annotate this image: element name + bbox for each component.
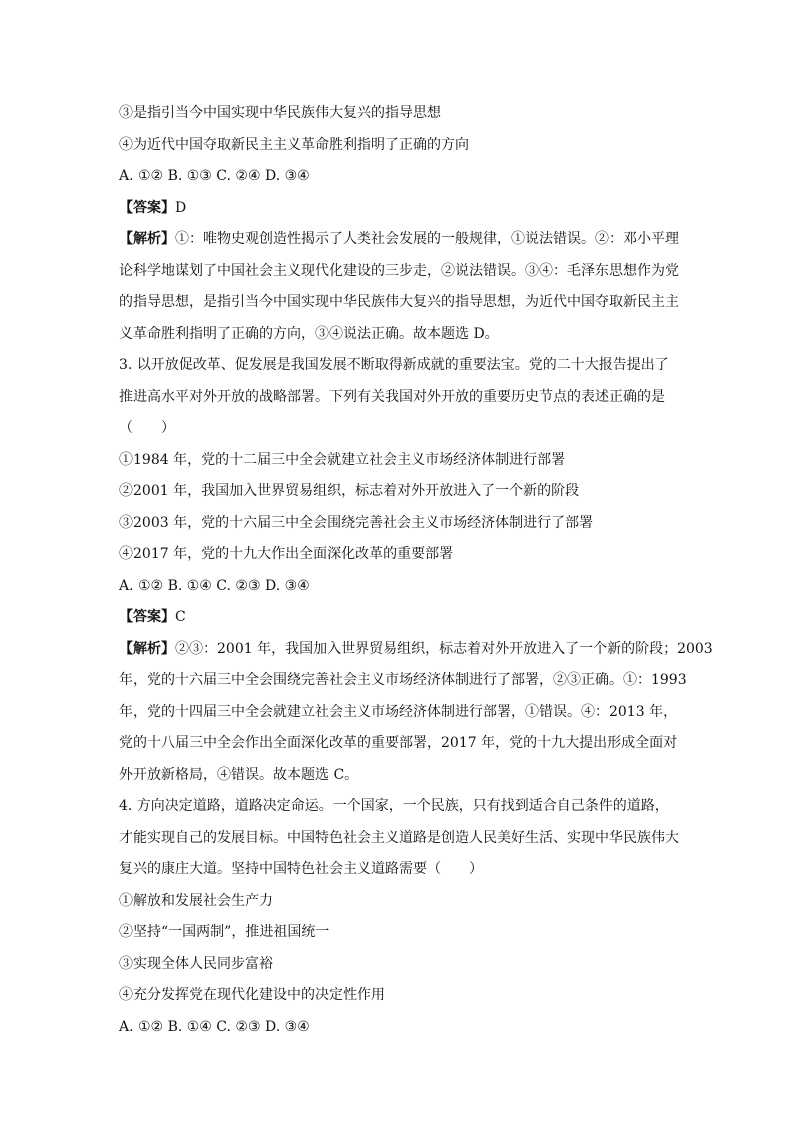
q2-analysis-line-2: 论科学地谋划了中国社会主义现代化建设的三步走，②说法错误。③④：毛泽东思想作为党	[119, 262, 679, 279]
q4-option-4: ④充分发挥党在现代化建设中的决定性作用	[119, 987, 385, 1003]
answer-value: C	[175, 609, 186, 625]
q3-analysis-line-2: 年，党的十六届三中全会围绕完善社会主义市场经济体制进行了部署，②③正确。①：1993	[119, 672, 687, 688]
q2-analysis-line-3: 的指导思想，是指引当今中国实现中华民族伟大复兴的指导思想，为近代中国夺取新民主主	[119, 294, 679, 310]
q2-choices: A. ①② B. ①③ C. ②④ D. ③④	[119, 168, 310, 184]
q4-stem-line-1: 4. 方向决定道路，道路决定命运。一个国家，一个民族，只有找到适合自己条件的道路，	[119, 798, 669, 814]
q4-option-3: ③实现全体人民同步富裕	[119, 955, 273, 972]
q2-analysis-line-1: 【解析】①：唯物史观创造性揭示了人类社会发展的一般规律，①说法错误。②：邓小平理	[119, 231, 679, 247]
answer-value: D	[175, 199, 187, 216]
q2-analysis-line-4: 义革命胜利指明了正确的方向，③④说法正确。故本题选 D。	[119, 325, 499, 342]
q3-analysis-line-5: 外开放新格局，④错误。故本题选 C。	[119, 766, 359, 783]
q4-stem-line-3: 复兴的康庄大道。坚持中国特色社会主义道路需要（ ）	[119, 861, 483, 877]
q3-option-3: ③2003 年，党的十六届三中全会围绕完善社会主义市场经济体制进行了部署	[119, 514, 594, 531]
q3-option-1: ①1984 年，党的十二届三中全会就建立社会主义市场经济体制进行部署	[119, 451, 566, 468]
document-page	[119, 98, 713, 1043]
analysis-tag: 【解析】	[119, 640, 175, 657]
q3-analysis-line-3: 年，党的十四届三中全会就建立社会主义市场经济体制进行部署，①错误。④：2013 年，	[119, 703, 678, 720]
q3-option-2: ②2001 年，我国加入世界贸易组织，标志着对外开放进入了一个新的阶段	[119, 483, 580, 499]
q2-answer	[119, 193, 679, 225]
q3-analysis-line-1: 【解析】②③：2001 年，我国加入世界贸易组织，标志着对外开放进入了一个新的阶段；2003	[119, 640, 713, 657]
q4-choices: A. ①② B. ①④ C. ②③ D. ③④	[119, 1018, 310, 1035]
q4-option-1: ①解放和发展社会生产力	[119, 892, 273, 909]
q2-option-4: ④为近代中国夺取新民主主义革命胜利指明了正确的方向	[119, 136, 469, 153]
q3-choices: A. ①② B. ①④ C. ②③ D. ③④	[119, 577, 310, 594]
analysis-tag: 【解析】	[119, 231, 175, 247]
q4-stem-line-2: 才能实现自己的发展目标。中国特色社会主义道路是创造人民美好生活、实现中华民族伟大	[119, 829, 679, 846]
q3-stem-line-2: 推进高水平对外开放的战略部署。下列有关我国对外开放的重要历史节点的表述正确的是	[119, 388, 665, 405]
q3-stem-line-3: （ ）	[119, 420, 175, 436]
q4-option-2: ②坚持“一国两制”，推进祖国统一	[119, 924, 330, 940]
q3-option-4: ④2017 年，党的十九大作出全面深化改革的重要部署	[119, 546, 454, 562]
q3-answer	[119, 602, 679, 634]
answer-tag: 【答案】	[119, 609, 175, 625]
q3-analysis-line-4: 党的十八届三中全会作出全面深化改革的重要部署，2017 年，党的十九大提出形成全面对	[119, 735, 678, 751]
q2-option-3: ③是指引当今中国实现中华民族伟大复兴的指导思想	[119, 105, 441, 121]
answer-tag: 【答案】	[119, 199, 175, 216]
q3-stem-line-1: 3. 以开放促改革、促发展是我国发展不断取得新成就的重要法宝。党的二十大报告提出了	[119, 357, 669, 373]
